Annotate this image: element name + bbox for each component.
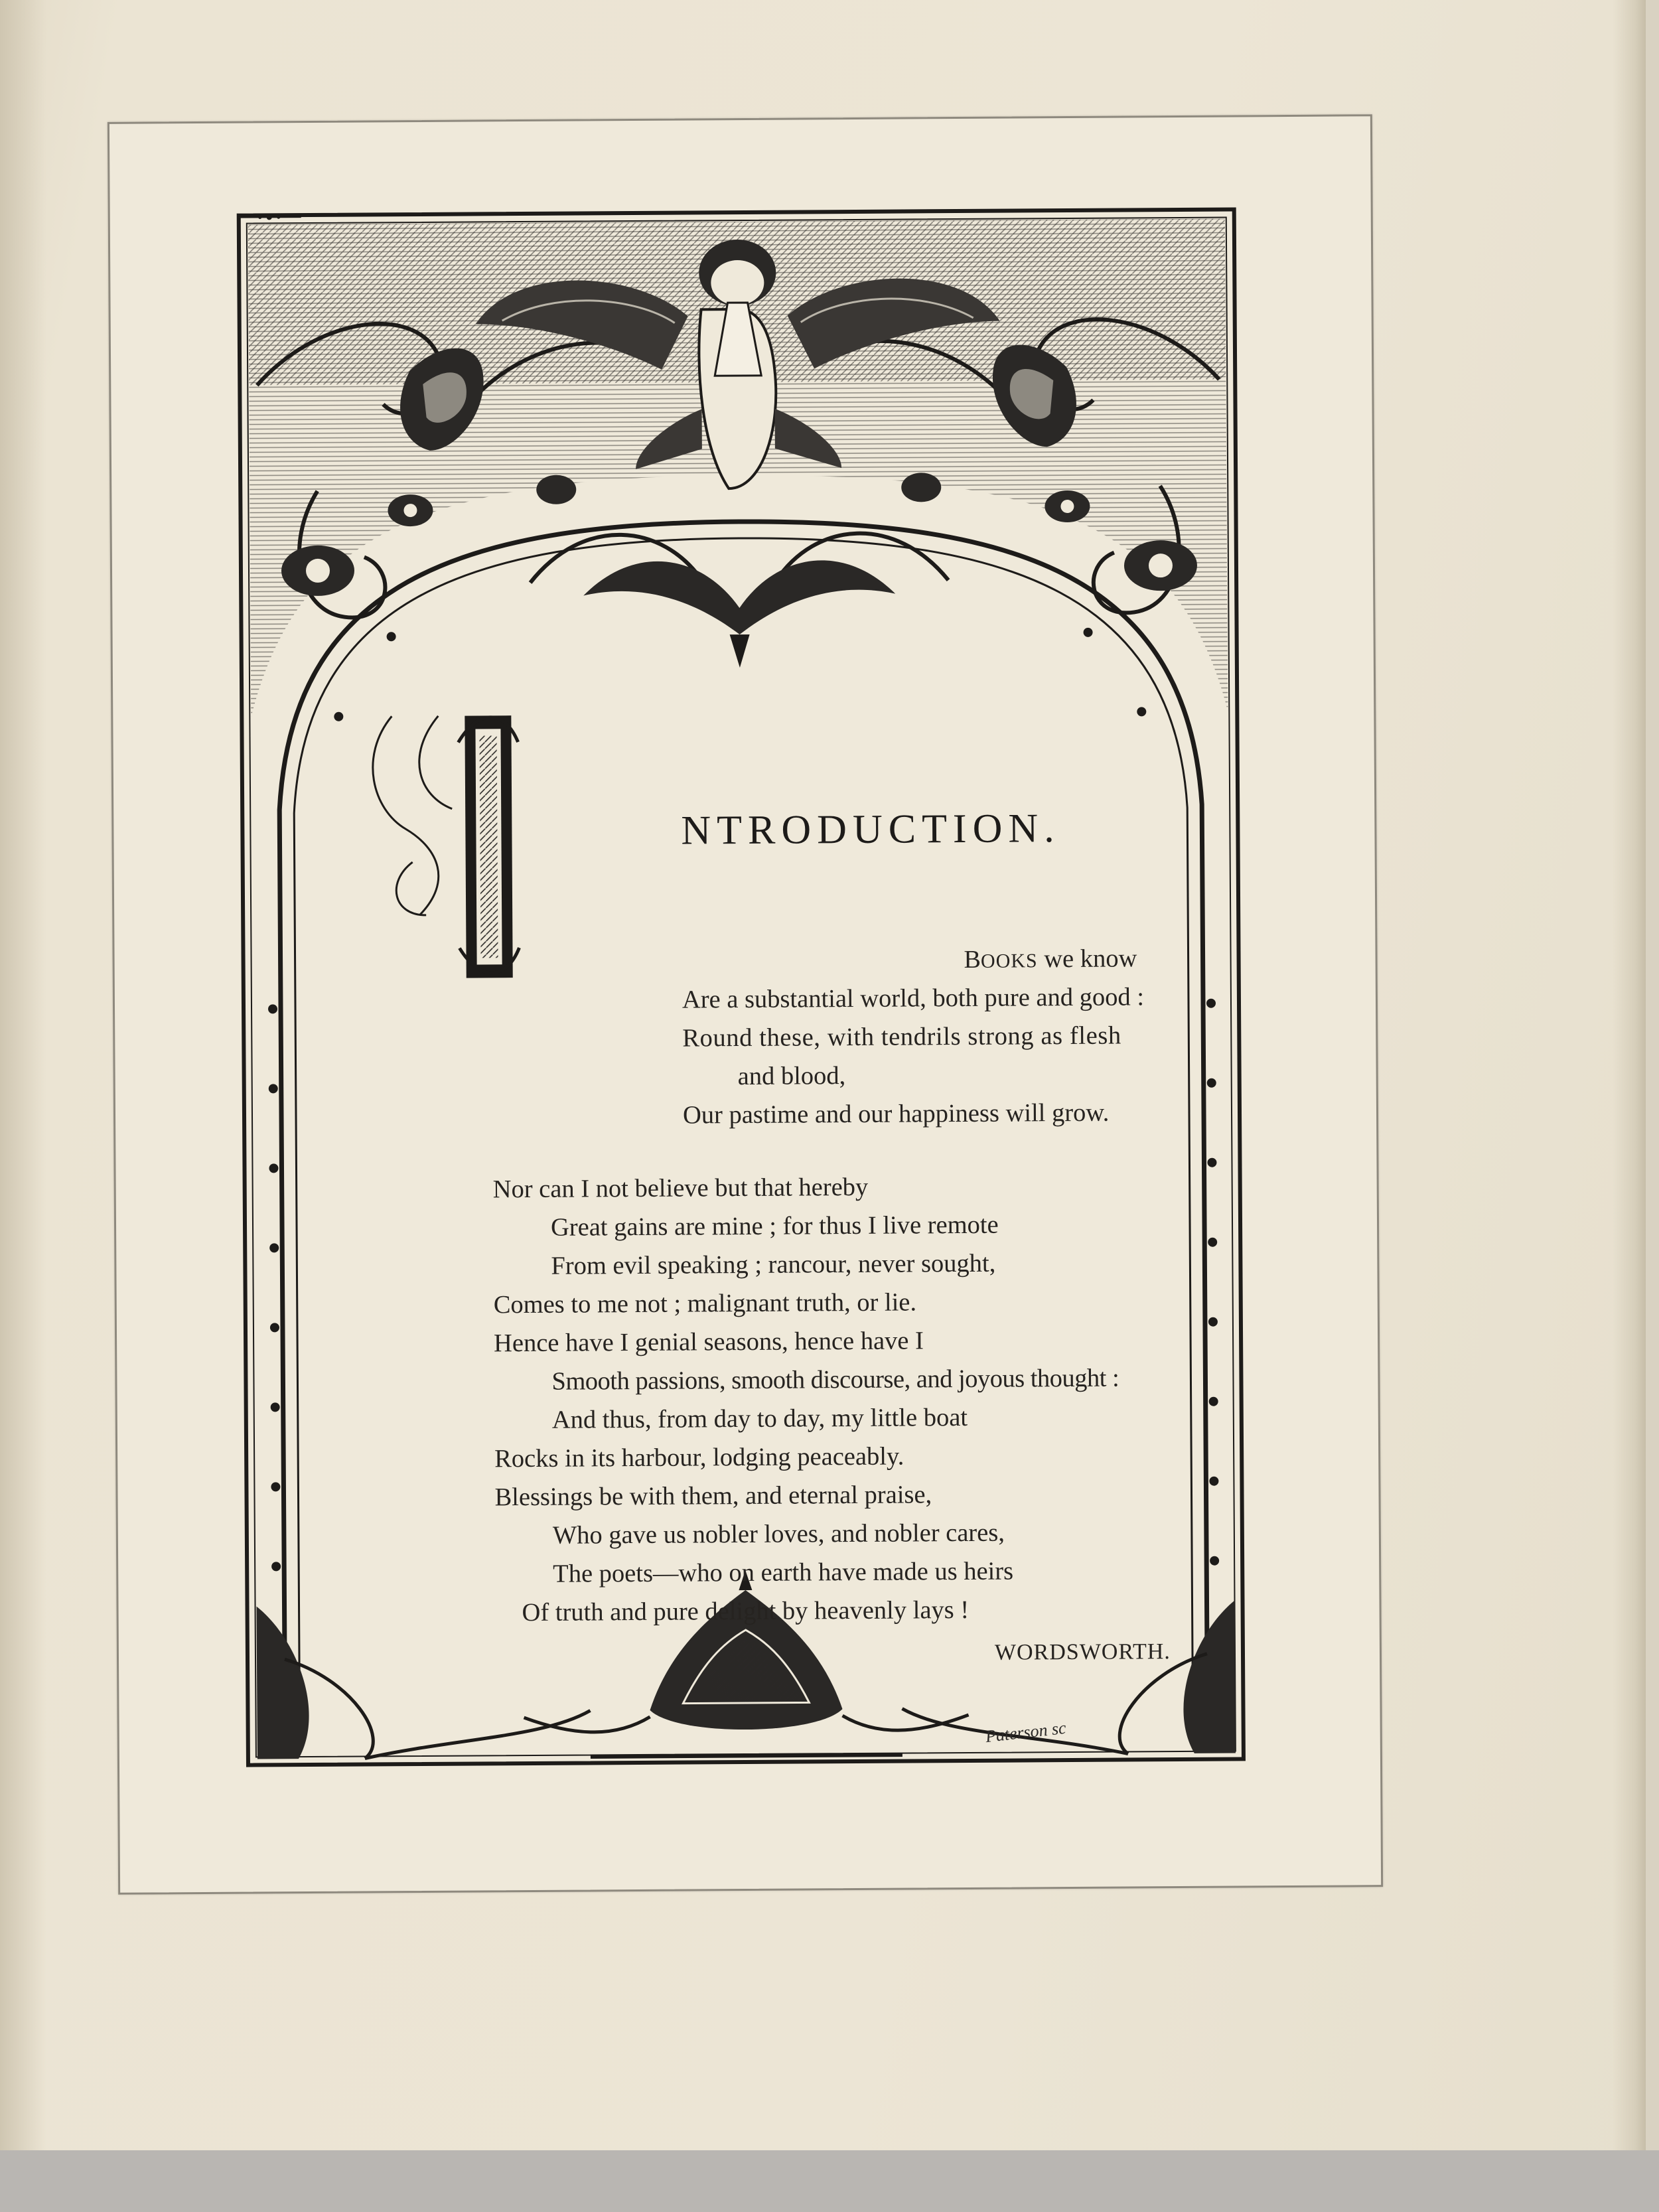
line1-smallcaps: OOKS (980, 950, 1038, 972)
page-fore-edge (1613, 0, 1646, 2150)
engraver-signature: Paterson sc (984, 1718, 1067, 1747)
mounted-plate (108, 114, 1383, 1895)
stanza2-line12: Of truth and pure delight by heavenly lays ! (522, 1595, 970, 1627)
stanza2-line2: Great gains are mine ; for thus I live remote (550, 1211, 999, 1242)
table-surface (0, 2150, 1659, 2212)
heading-ornament-icon (236, 212, 303, 222)
stanza1-line2: Are a substantial world, both pure and good : (682, 983, 1145, 1014)
stanza2-line9: Blessings be with them, and eternal praise, (494, 1481, 932, 1512)
stanza2-line11: The poets—who on earth have made us heirs (553, 1557, 1014, 1588)
stanza2-line5: Hence have I genial seasons, hence have I (493, 1327, 924, 1358)
stanza1-line5: Our pastime and our happiness will grow. (682, 1098, 1110, 1130)
stanza1-line1 (964, 944, 1137, 974)
poem-attribution: WORDSWORTH. (994, 1639, 1171, 1665)
stanza2-line8: Rocks in its harbour, lodging peaceably. (494, 1442, 904, 1473)
stanza1-line3: Round these, with tendrils strong as flesh (682, 1021, 1121, 1053)
page-spine-shadow (0, 0, 46, 2150)
stanza2-line4: Comes to me not ; malignant truth, or lie. (493, 1288, 917, 1319)
stanza2-line7: And thus, from day to day, my little boat (551, 1403, 968, 1434)
poem-heading: NTRODUCTION. (681, 806, 1060, 853)
stanza2-line6: Smooth passions, smooth discourse, and joyous thought : (551, 1364, 1119, 1396)
stanza1-line4: and blood, (737, 1062, 846, 1091)
stanza2-line1: Nor can I not believe but that hereby (492, 1173, 869, 1204)
engraved-frame (236, 206, 1248, 1769)
line1-first-letter: B (964, 945, 981, 974)
line1-rest: we know (1037, 944, 1137, 974)
stanza2-line3: From evil speaking ; rancour, never sought, (551, 1249, 996, 1280)
stanza2-line10: Who gave us nobler loves, and nobler cares, (552, 1518, 1005, 1550)
